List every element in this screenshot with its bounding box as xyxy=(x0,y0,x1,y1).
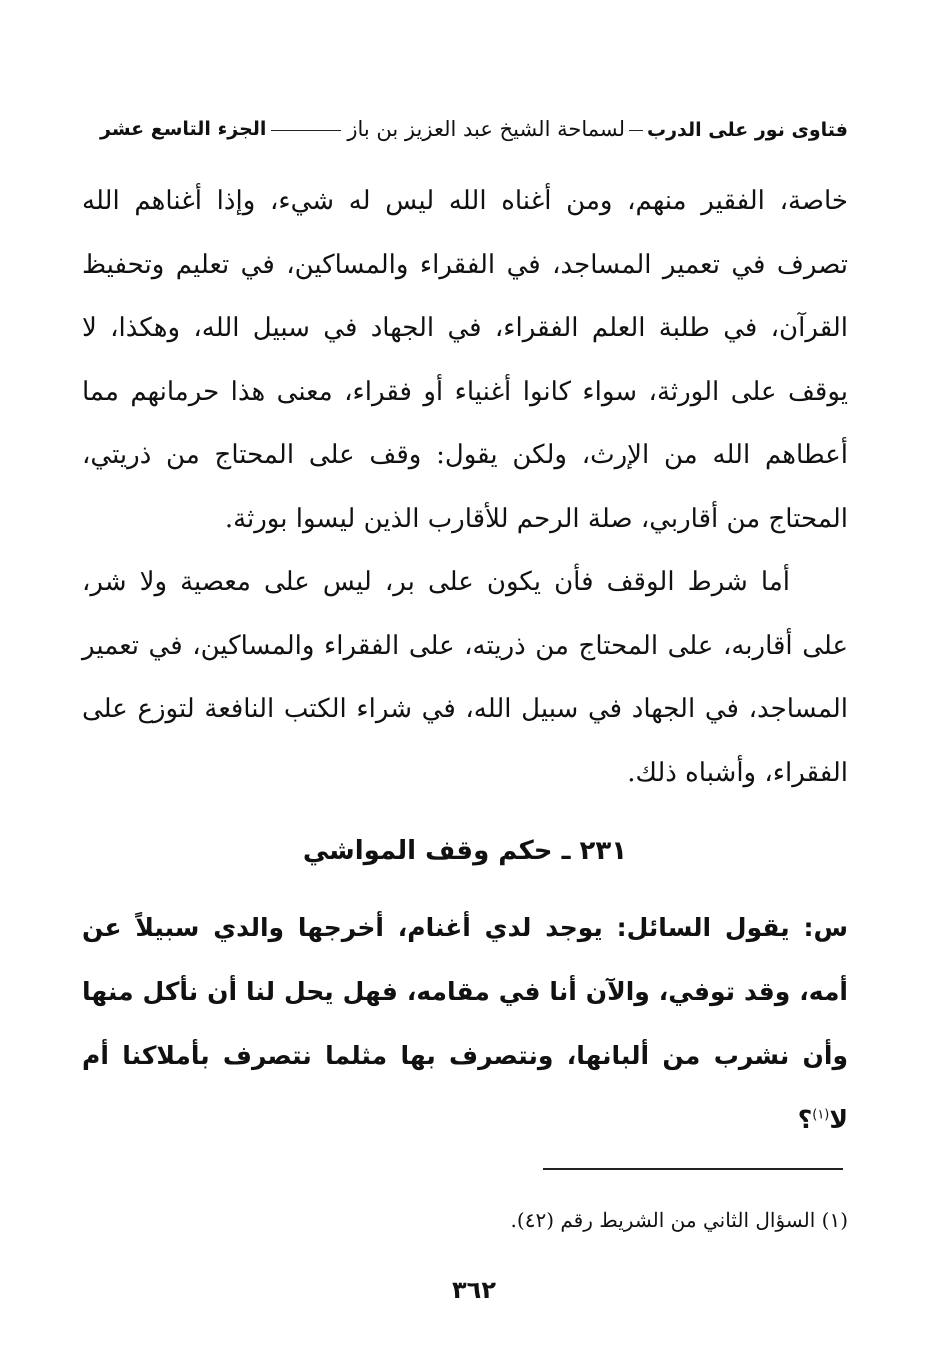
question-end-mark: ؟ xyxy=(797,1105,813,1134)
part-label: الجزء التاسع عشر xyxy=(100,118,267,140)
running-header xyxy=(100,112,848,146)
question-text: س: يقول السائل: يوجد لدي أغنام، أخرجها والدي سبيلاً عن أمه، وقد توفي، والآن أنا في مقامه، فهل يحل لنا أن نأكل منها وأن نشرب من ألبانها، ونتصرف بها مثلما نتصرف بأملاكنا أم لا xyxy=(82,913,848,1134)
paragraph-1: خاصة، الفقير منهم، ومن أغناه الله ليس له شيء، وإذا أغناهم الله تصرف في تعمير المساجد، في الفقراء والمساكين، في تعليم وتحفيظ القرآن، في طلبة العلم الفقراء، في الجهاد في سبيل الله، وهكذا، لا يوقف على الورثة، سواء كانوا أغنياء أو فقراء، معنى هذا حرمانهم مما أعطاهم الله من الإرث، ولكن يقول: وقف على المحتاج من ذريتي، المحتاج من أقاربي، صلة الرحم للأقارب الذين ليسوا بورثة. xyxy=(82,186,848,534)
footnote-reference: (١) xyxy=(812,1107,830,1123)
header-separator-long xyxy=(271,130,341,132)
footnote: (١) السؤال الثاني من الشريط رقم (٤٢). xyxy=(510,1208,848,1232)
book-title: فتاوى نور على الدرب xyxy=(647,119,848,141)
section-title: ٢٣١ ـ حكم وقف المواشي xyxy=(302,836,628,866)
paragraph-2: أما شرط الوقف فأن يكون على بر، ليس على معصية ولا شر، على أقاربه، على المحتاج من ذريته، على الفقراء والمساكين، في تعمير المساجد، في الجهاد في سبيل الله، في شراء الكتب النافعة لتوزع على الفقراء، وأشباه ذلك. xyxy=(82,567,848,788)
footnote-divider xyxy=(543,1168,843,1170)
body-text xyxy=(82,170,848,805)
question-block xyxy=(82,896,848,1152)
header-separator-short xyxy=(629,130,643,132)
author-line: لسماحة الشيخ عبد العزيز بن باز xyxy=(347,117,625,141)
page-number: ٣٦٢ xyxy=(452,1276,496,1304)
